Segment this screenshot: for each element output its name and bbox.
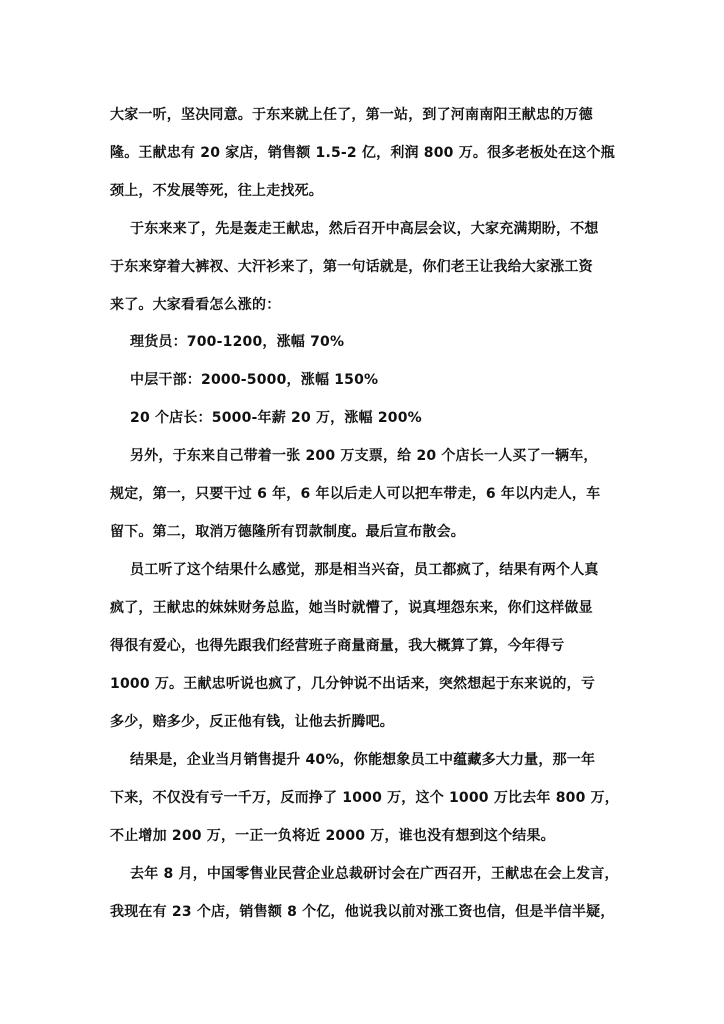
salary-item-clerk: 理货员：700-1200，涨幅 70% — [130, 334, 345, 350]
text-line: 隆。王献忠有 20 家店，销售额 1.5-2 亿，利润 800 万。很多老板处在这个瓶 — [110, 145, 615, 161]
text-line: 颈上，不发展等死，往上走找死。 — [110, 183, 323, 199]
paragraph-start-line: 结果是，企业当月销售提升 40%，你能想象员工中蕴藏多大力量，那一年 — [130, 752, 596, 768]
text-line: 于东来穿着大裤衩、大汗衫来了，第一句话就是，你们老王让我给大家涨工资 — [110, 259, 593, 275]
text-line: 大家一听，坚决同意。于东来就上任了，第一站，到了河南南阳王献忠的万德 — [110, 107, 593, 123]
salary-item-store-manager: 20 个店长：5000-年薪 20 万，涨幅 200% — [130, 410, 422, 426]
text-line: 1000 万。王献忠听说也疯了，几分钟说不出话来，突然想起于东来说的，亏 — [110, 676, 596, 692]
text-line: 下来，不仅没有亏一千万，反而挣了 1000 万，这个 1000 万比去年 800 万， — [110, 790, 619, 806]
salary-item-middle-manager: 中层干部：2000-5000，涨幅 150% — [130, 372, 379, 388]
text-line: 得很有爱心，也得先跟我们经营班子商量商量，我大概算了算，今年得亏 — [110, 638, 565, 654]
paragraph-start-line: 去年 8 月，中国零售业民营企业总裁研讨会在广西召开，王献忠在会上发言， — [130, 866, 619, 882]
text-line: 疯了，王献忠的妹妹财务总监，她当时就懵了，说真埋怨东来，你们这样做显 — [110, 600, 593, 616]
text-line: 我现在有 23 个店，销售额 8 个亿，他说我以前对涨工资也信，但是半信半疑， — [110, 904, 615, 920]
paragraph-start-line: 员工听了这个结果什么感觉，那是相当兴奋，员工都疯了，结果有两个人真 — [130, 562, 599, 578]
text-line: 规定，第一，只要干过 6 年，6 年以后走人可以把车带走，6 年以内走人，车 — [110, 486, 601, 502]
paragraph-start-line: 另外，于东来自己带着一张 200 万支票，给 20 个店长一人买了一辆车， — [130, 448, 598, 464]
text-line: 来了。大家看看怎么涨的： — [110, 297, 281, 313]
paragraph-start-line: 于东来来了，先是轰走王献忠，然后召开中高层会议，大家充满期盼，不想 — [130, 221, 599, 237]
text-line: 多少，赔多少，反正他有钱，让他去折腾吧。 — [110, 714, 394, 730]
text-line: 不止增加 200 万，一正一负将近 2000 万，谁也没有想到这个结果。 — [110, 828, 555, 844]
text-line: 留下。第二，取消万德隆所有罚款制度。最后宣布散会。 — [110, 524, 465, 540]
